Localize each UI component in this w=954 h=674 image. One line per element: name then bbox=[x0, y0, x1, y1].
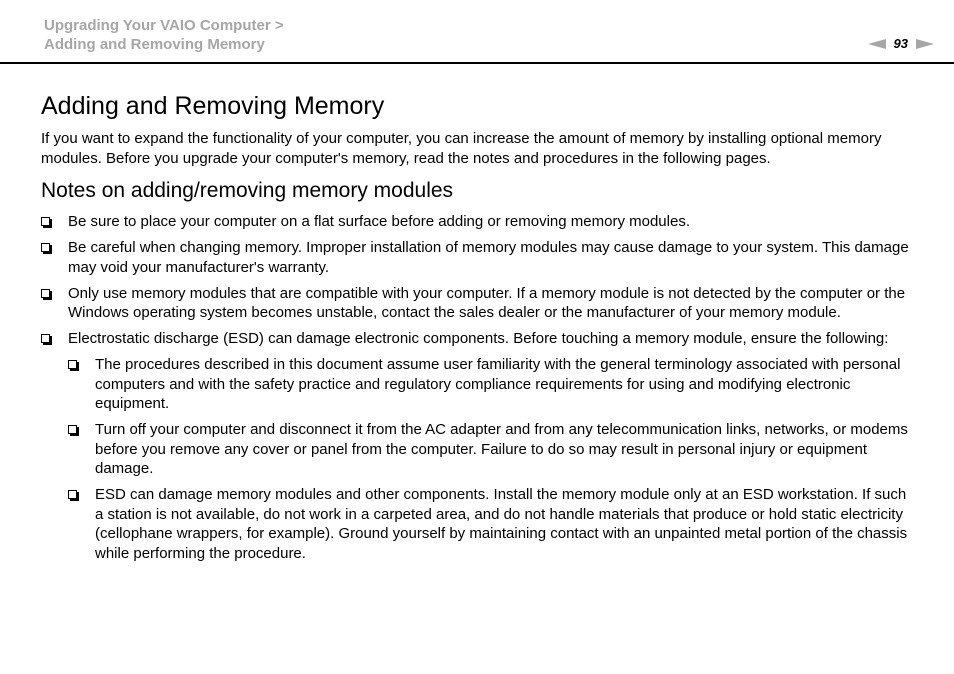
esd-sub-list bbox=[68, 355, 916, 563]
list-item bbox=[41, 212, 916, 232]
list-item bbox=[68, 485, 916, 563]
checkbox-bullet-icon bbox=[68, 486, 82, 500]
main-content bbox=[41, 90, 916, 570]
section-title: Notes on adding/removing memory modules bbox=[41, 179, 454, 202]
notes-list bbox=[41, 212, 916, 563]
sub-note-text: Turn off your computer and disconnect it from the AC adapter and from any telecommunication links, networks, or modems before you remove any cover or panel from the computer. Failure to do so may result in personal injury or equipment damage. bbox=[95, 421, 908, 477]
list-item bbox=[41, 329, 916, 563]
sub-note-text: ESD can damage memory modules and other components. Install the memory module only at an ESD workstation. If such a station is not available, do not work in a carpeted area, and do not handle materials that produce or hold static electricity (cellophane wrappers, for example). Ground yourself by maintaining contact with an unpainted metal portion of the chassis while performing the procedure. bbox=[95, 486, 908, 562]
page-navigator bbox=[868, 36, 934, 51]
intro-paragraph: If you want to expand the functionality of your computer, you can increase the amount of memory by installing optional memory modules. Before you upgrade your computer's memory, read the notes and procedures in the following pages. bbox=[41, 130, 882, 167]
breadcrumb-parent-link[interactable]: Upgrading Your VAIO Computer > bbox=[44, 17, 284, 34]
checkbox-bullet-icon bbox=[68, 356, 82, 370]
page-header bbox=[0, 0, 954, 64]
list-item bbox=[68, 420, 916, 479]
checkbox-bullet-icon bbox=[41, 239, 55, 253]
note-text: Electrostatic discharge (ESD) can damage electronic components. Before touching a memory module, ensure the following: bbox=[68, 330, 889, 347]
checkbox-bullet-icon bbox=[41, 285, 55, 299]
list-item bbox=[41, 238, 916, 277]
note-text: Be careful when changing memory. Improper installation of memory modules may cause damage to your system. This damage may void your manufacturer's warranty. bbox=[68, 239, 909, 276]
page-title: Adding and Removing Memory bbox=[41, 92, 385, 120]
sub-note-text: The procedures described in this document assume user familiarity with the general terminology associated with personal computers and with the safety practice and regulatory compliance requirements for using and modifying electronic equipment. bbox=[95, 356, 901, 412]
checkbox-bullet-icon bbox=[41, 330, 55, 344]
checkbox-bullet-icon bbox=[68, 421, 82, 435]
list-item bbox=[41, 284, 916, 323]
previous-page-arrow-icon[interactable] bbox=[868, 39, 886, 49]
page-number: 93 bbox=[893, 36, 908, 51]
list-item bbox=[68, 355, 916, 414]
breadcrumb bbox=[44, 16, 284, 54]
note-text: Be sure to place your computer on a flat surface before adding or removing memory modules. bbox=[68, 213, 690, 230]
note-text: Only use memory modules that are compatible with your computer. If a memory module is not detected by the computer or the Windows operating system becomes unstable, contact the sales dealer or the manufacturer of your memory module. bbox=[68, 284, 906, 321]
next-page-arrow-icon[interactable] bbox=[916, 39, 934, 49]
breadcrumb-current: Adding and Removing Memory bbox=[44, 36, 265, 53]
checkbox-bullet-icon bbox=[41, 213, 55, 227]
